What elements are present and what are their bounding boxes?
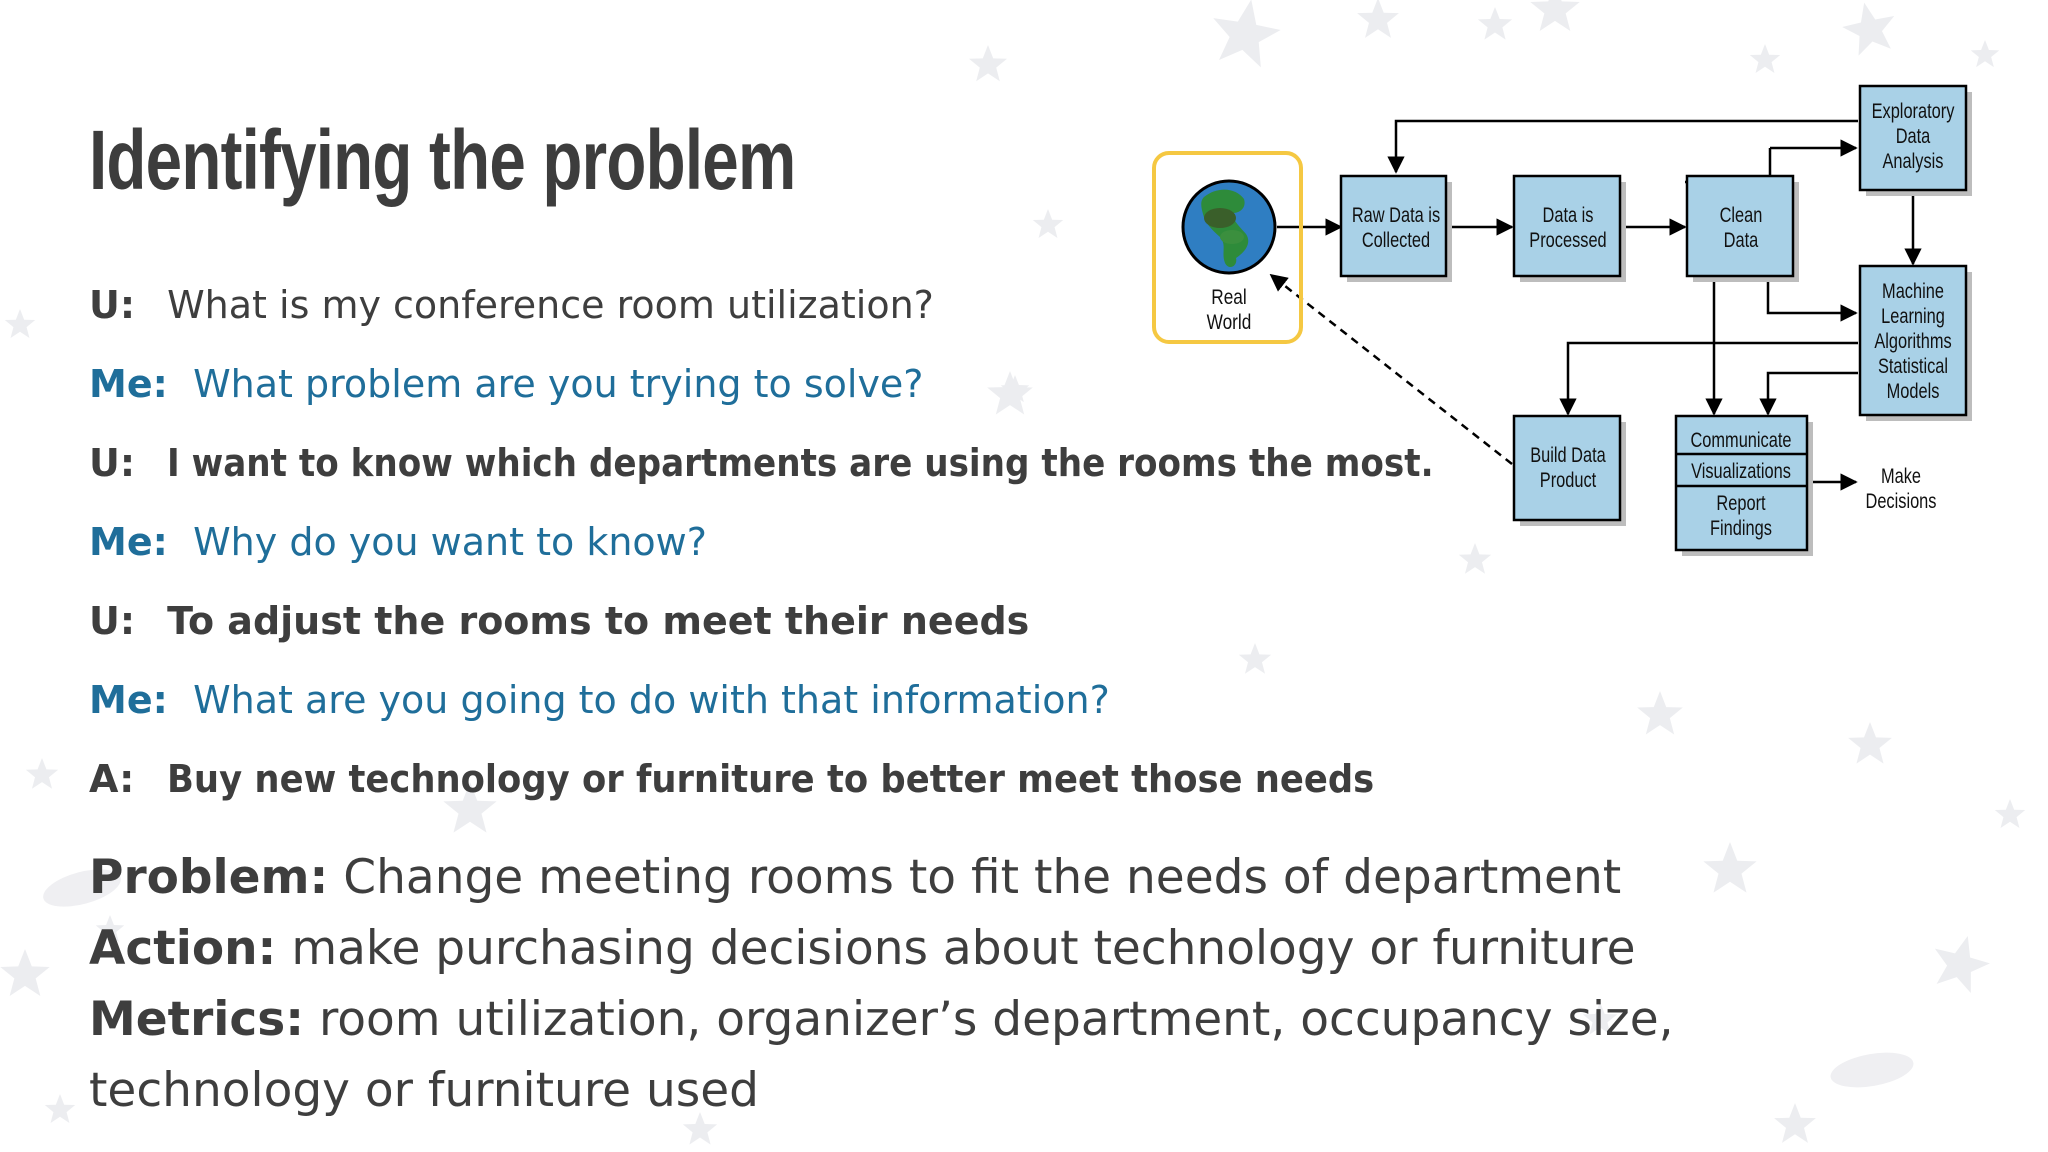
globe-icon [1183, 181, 1275, 273]
ml-label: Learning [1881, 304, 1945, 328]
star-icon [1774, 1103, 1816, 1143]
arrow [1396, 121, 1858, 172]
dialogue-text: To adjust the rooms to meet their needs [167, 599, 1030, 643]
dialogue-text: I want to know which departments are using the rooms the most. [167, 441, 1434, 485]
report-label: Report [1716, 491, 1766, 515]
build-data-product-label: Build Data [1530, 443, 1606, 467]
dialogue-line-1 [89, 283, 934, 327]
dialogue-line-2 [89, 362, 924, 406]
boxes [1341, 86, 1966, 550]
dialogue-text: What are you going to do with that information? [193, 678, 1110, 722]
star-icon [5, 309, 35, 338]
speaker-label: Me: [89, 678, 168, 722]
speaker-label: Me: [89, 362, 168, 406]
real-world-label: World [1206, 311, 1252, 335]
dialogue-line-6 [89, 678, 1110, 722]
speaker-label: U: [89, 283, 136, 327]
action-text: make purchasing decisions about technology or furniture [291, 921, 1636, 976]
metrics-label: Metrics: [89, 992, 305, 1047]
data-science-process-diagram [1140, 80, 1980, 560]
slide-title: Identifying the problem [89, 113, 796, 207]
star-icon [1838, 0, 1901, 58]
star-icon [969, 45, 1007, 81]
action-line [89, 913, 1739, 984]
star-icon [1478, 7, 1512, 40]
problem-text: Change meeting rooms to fit the needs of department [343, 850, 1622, 905]
star-icon [1848, 722, 1892, 764]
speaker-label: Me: [89, 520, 168, 564]
problem-line [89, 842, 1739, 913]
data-processed-label: Data is [1542, 203, 1594, 227]
dialogue-text: What is my conference room utilization? [167, 283, 934, 327]
star-icon [1995, 799, 2025, 828]
summary-block [89, 842, 1739, 1126]
raw-data-label: Raw Data is [1351, 203, 1441, 227]
star-icon [1206, 0, 1285, 70]
planet-icon [1828, 1047, 1916, 1093]
data-processed-label: Processed [1529, 228, 1607, 252]
communicate-label: Communicate [1690, 428, 1792, 452]
feedback-arrow [1271, 275, 1512, 464]
dialogue-text: Buy new technology or furniture to better meet those needs [167, 757, 1375, 801]
real-world-label: Real [1211, 286, 1247, 310]
speaker-label: U: [89, 599, 136, 643]
eda-label: Data [1895, 124, 1931, 148]
eda-label: Analysis [1882, 149, 1944, 173]
star-icon [1971, 40, 2000, 67]
dialogue-text: What problem are you trying to solve? [193, 362, 924, 406]
dialogue-line-7 [89, 757, 1465, 801]
dialogue-line-5 [89, 599, 1030, 643]
star-icon [1926, 929, 1995, 996]
clean-data-label: Clean [1719, 203, 1763, 227]
raw-data-label: Collected [1361, 228, 1431, 252]
star-icon [1239, 643, 1271, 674]
arrow [1768, 373, 1858, 414]
ml-label: Machine [1882, 279, 1944, 303]
dialogue-line-4 [89, 520, 707, 564]
eda-label: Exploratory [1871, 99, 1955, 123]
ml-label: Models [1886, 379, 1940, 403]
star-icon [1637, 691, 1683, 734]
speaker-label: A: [89, 757, 135, 801]
build-data-product-label: Product [1539, 468, 1597, 492]
star-icon [1750, 44, 1780, 73]
visualizations-label: Visualizations [1691, 459, 1791, 483]
star-icon [1357, 0, 1399, 38]
star-icon [45, 1094, 75, 1123]
make-decisions-label: Decisions [1865, 489, 1937, 513]
star-icon [0, 949, 49, 996]
make-decisions-label: Make [1880, 464, 1922, 488]
arrow [1768, 279, 1856, 313]
ml-label: Statistical [1877, 354, 1949, 378]
ml-label: Algorithms [1874, 329, 1952, 353]
star-icon [1033, 209, 1063, 238]
dialogue-text: Why do you want to know? [193, 520, 707, 564]
speaker-label: U: [89, 441, 136, 485]
problem-label: Problem: [89, 850, 329, 905]
star-icon [26, 758, 58, 789]
action-label: Action: [89, 921, 277, 976]
clean-data-label: Data [1723, 228, 1759, 252]
star-icon [1530, 0, 1579, 31]
metrics-line [89, 984, 1739, 1126]
report-label: Findings [1710, 516, 1772, 540]
star-icon [987, 371, 1033, 414]
metrics-text: room utilization, organizer’s department, occupancy size, technology or furniture used [89, 992, 1674, 1118]
